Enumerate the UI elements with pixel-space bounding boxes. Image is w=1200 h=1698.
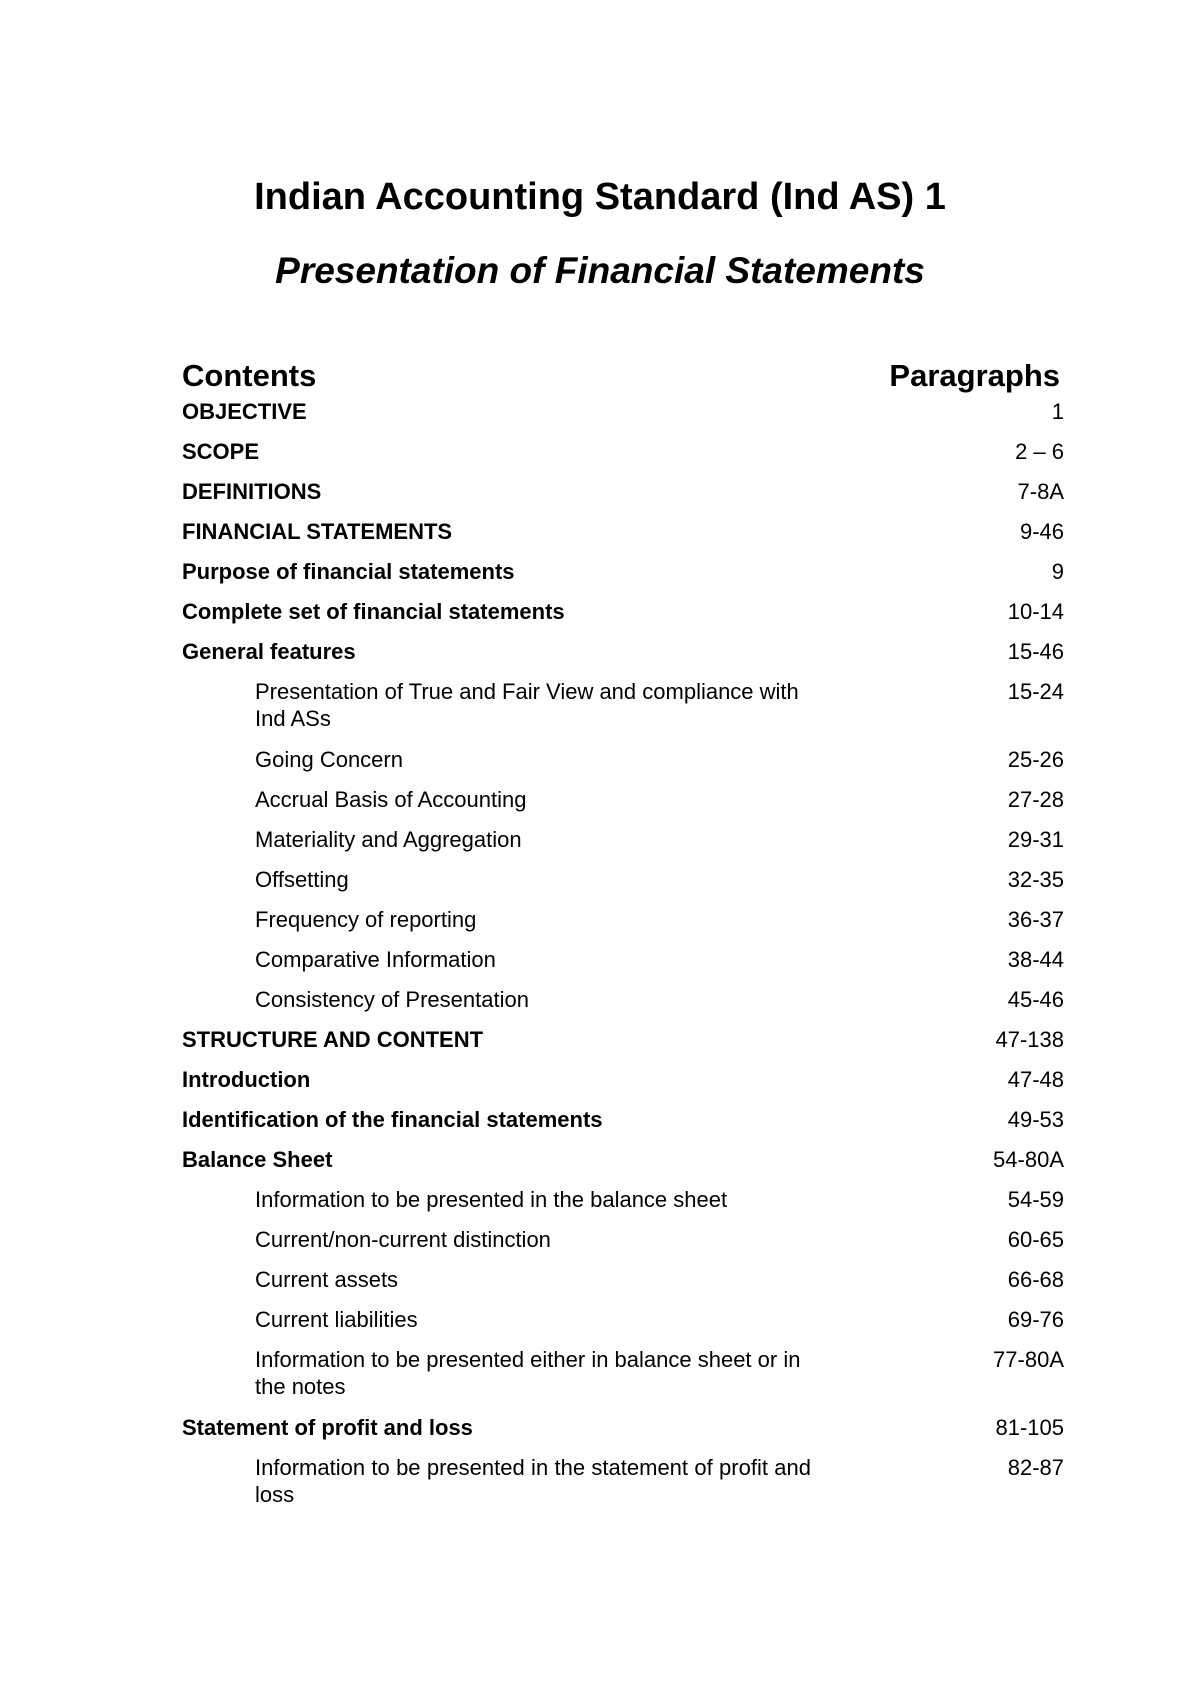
toc-entry-title: Information to be presented either in balance sheet or in the notes xyxy=(255,1347,801,1399)
toc-entry-paragraphs: 25-26 xyxy=(1007,747,1064,772)
toc-entry-title: Balance Sheet xyxy=(182,1147,333,1172)
toc-entry-title: Complete set of financial statements xyxy=(182,599,565,624)
toc-entry-title: SCOPE xyxy=(182,439,260,464)
toc-entry-title: Information to be presented in the statement of profit and loss xyxy=(255,1455,811,1507)
toc-entry-paragraphs: 49-53 xyxy=(1007,1107,1064,1132)
toc-entry-paragraphs: 66-68 xyxy=(1007,1267,1064,1292)
toc-entry-paragraphs: 82-87 xyxy=(1007,1455,1064,1480)
toc-entry-title: Frequency of reporting xyxy=(255,907,477,932)
toc-entry-paragraphs: 27-28 xyxy=(1007,787,1064,812)
contents-heading: Contents xyxy=(182,358,317,393)
toc-entry-paragraphs: 77-80A xyxy=(993,1347,1064,1372)
toc-entry-paragraphs: 9 xyxy=(1051,559,1064,584)
toc-entry-paragraphs: 15-46 xyxy=(1007,639,1064,664)
toc-entry-paragraphs: 69-76 xyxy=(1007,1307,1064,1332)
toc-entry-paragraphs: 7-8A xyxy=(1017,479,1064,504)
toc-entry-paragraphs: 54-59 xyxy=(1007,1187,1064,1212)
toc-entry-paragraphs: 81-105 xyxy=(995,1415,1064,1440)
toc-entry-paragraphs: 45-46 xyxy=(1007,987,1064,1012)
toc-entry-title: Comparative Information xyxy=(255,947,496,972)
toc-entry-title: Identification of the financial statements xyxy=(182,1107,603,1132)
toc-entry-title: DEFINITIONS xyxy=(182,479,322,504)
toc-entry-paragraphs: 1 xyxy=(1051,399,1064,424)
toc-entry-paragraphs: 9-46 xyxy=(1019,519,1064,544)
toc-entry-title: Materiality and Aggregation xyxy=(255,827,522,852)
toc-entry-title: Introduction xyxy=(182,1067,311,1092)
toc-entry-title: Offsetting xyxy=(255,867,349,892)
toc-entry-title: STRUCTURE AND CONTENT xyxy=(182,1027,484,1052)
toc-entry-paragraphs: 15-24 xyxy=(1007,679,1064,704)
toc-entry-paragraphs: 36-37 xyxy=(1007,907,1064,932)
toc-entry-paragraphs: 29-31 xyxy=(1007,827,1064,852)
paragraphs-heading: Paragraphs xyxy=(889,358,1060,393)
toc-entry-title: OBJECTIVE xyxy=(182,399,307,424)
toc-entry-paragraphs: 10-14 xyxy=(1007,599,1064,624)
toc-entry-title: General features xyxy=(182,639,356,664)
toc-entry-title: Current/non-current distinction xyxy=(255,1227,551,1252)
toc-entry-title: Going Concern xyxy=(255,747,403,772)
toc-entry-title: Presentation of True and Fair View and compliance with Ind ASs xyxy=(255,679,799,731)
toc-entry-paragraphs: 2 – 6 xyxy=(1015,439,1064,464)
toc-entry-title: Current assets xyxy=(255,1267,399,1292)
toc-entry-paragraphs: 47-138 xyxy=(995,1027,1064,1052)
toc-entry-paragraphs: 54-80A xyxy=(993,1147,1064,1172)
toc-entry-title: Consistency of Presentation xyxy=(255,987,529,1012)
toc-entry-paragraphs: 60-65 xyxy=(1007,1227,1064,1252)
toc-entry-title: Statement of profit and loss xyxy=(182,1415,473,1440)
toc-entry-title: Purpose of financial statements xyxy=(182,559,515,584)
document-subtitle: Presentation of Financial Statements xyxy=(275,250,925,291)
document-title: Indian Accounting Standard (Ind AS) 1 xyxy=(254,176,946,218)
toc-entry-title: Current liabilities xyxy=(255,1307,418,1332)
toc-entry-paragraphs: 38-44 xyxy=(1007,947,1064,972)
toc-entry-title: Information to be presented in the balance sheet xyxy=(255,1187,728,1212)
toc-entry-paragraphs: 32-35 xyxy=(1007,867,1064,892)
toc-entry-paragraphs: 47-48 xyxy=(1007,1067,1064,1092)
toc-entry-title: Accrual Basis of Accounting xyxy=(255,787,527,812)
toc-entry-title: FINANCIAL STATEMENTS xyxy=(182,519,453,544)
